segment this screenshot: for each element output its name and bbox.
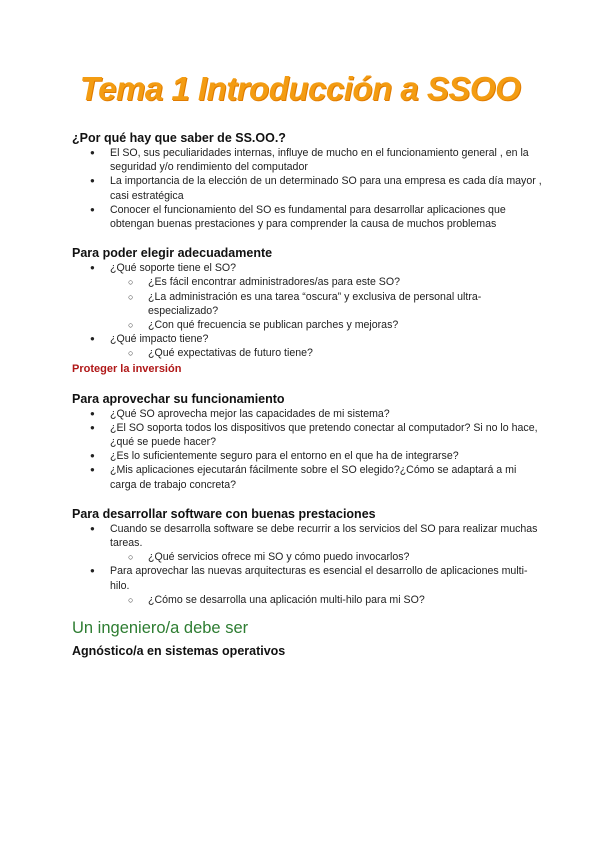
bullet-list	[72, 146, 542, 231]
bullet-list	[72, 261, 542, 360]
sub-list-item: ○ ¿Qué expectativas de futuro tiene?	[72, 346, 542, 360]
list-item: ● ¿Mis aplicaciones ejecutarán fácilmente sobre el SO elegido?¿Cómo se adaptará a mi carga de trabajo concreta?	[72, 463, 542, 491]
list-item: ● La importancia de la elección de un determinado SO para una empresa es cada día mayor , casi estratégica	[72, 174, 542, 202]
sub-list-item: ○ ¿Es fácil encontrar administradores/as para este SO?	[72, 275, 542, 289]
document-title: Tema 1 Introducción a SSOO	[79, 70, 521, 107]
bullet-list	[72, 407, 542, 492]
list-item: ● ¿Qué SO aprovecha mejor las capacidades de mi sistema?	[72, 407, 542, 421]
engineer-subtitle: Un ingeniero/a debe ser	[72, 619, 249, 638]
section-develop-software	[72, 506, 542, 607]
list-item: ● El SO, sus peculiaridades internas, influye de mucho en el funcionamiento general , en la seguridad y/o rendimiento del computador	[72, 146, 542, 174]
sub-list-item: ○ ¿Qué servicios ofrece mi SO y cómo puedo invocarlos?	[72, 550, 542, 564]
section-heading: ¿Por qué hay que saber de SS.OO.?	[72, 131, 286, 145]
section-heading: Para poder elegir adecuadamente	[72, 246, 273, 261]
section-leverage-operation	[72, 391, 542, 492]
sub-list-item: ○ ¿Cómo se desarrolla una aplicación multi-hilo para mi SO?	[72, 593, 542, 607]
list-item: ● Para aprovechar las nuevas arquitecturas es esencial el desarrollo de aplicaciones multi-hilo.	[72, 564, 542, 592]
protect-investment-note: Proteger la inversión	[72, 362, 182, 375]
section-choose-properly	[72, 245, 542, 376]
sub-list-item: ○ ¿Con qué frecuencia se publican parches y mejoras?	[72, 318, 542, 332]
section-heading: Para desarrollar software con buenas prestaciones	[72, 506, 376, 521]
document-body	[72, 130, 542, 659]
list-item: ● ¿Qué soporte tiene el SO?	[72, 261, 542, 275]
list-item: ● ¿Es lo suficientemente seguro para el entorno en el que ha de integrarse?	[72, 449, 542, 463]
section-heading: Para aprovechar su funcionamiento	[72, 391, 285, 406]
bullet-list	[72, 522, 542, 607]
agnostic-heading: Agnóstico/a en sistemas operativos	[72, 644, 286, 659]
list-item: ● Conocer el funcionamiento del SO es fundamental para desarrollar aplicaciones que obtengan buenas prestaciones y para comprender la causa de muchos problemas	[72, 203, 542, 231]
list-item: ● ¿Qué impacto tiene?	[72, 332, 542, 346]
list-item: ● ¿El SO soporta todos los dispositivos que pretendo conectar al computador? Si no lo hace, ¿qué se puede hacer?	[72, 421, 542, 449]
list-item: ● Cuando se desarrolla software se debe recurrir a los servicios del SO para realizar muchas tareas.	[72, 522, 542, 550]
sub-list-item: ○ ¿La administración es una tarea “oscura” y exclusiva de personal ultra-especializado?	[72, 290, 542, 318]
section-why-know-os	[72, 130, 542, 231]
